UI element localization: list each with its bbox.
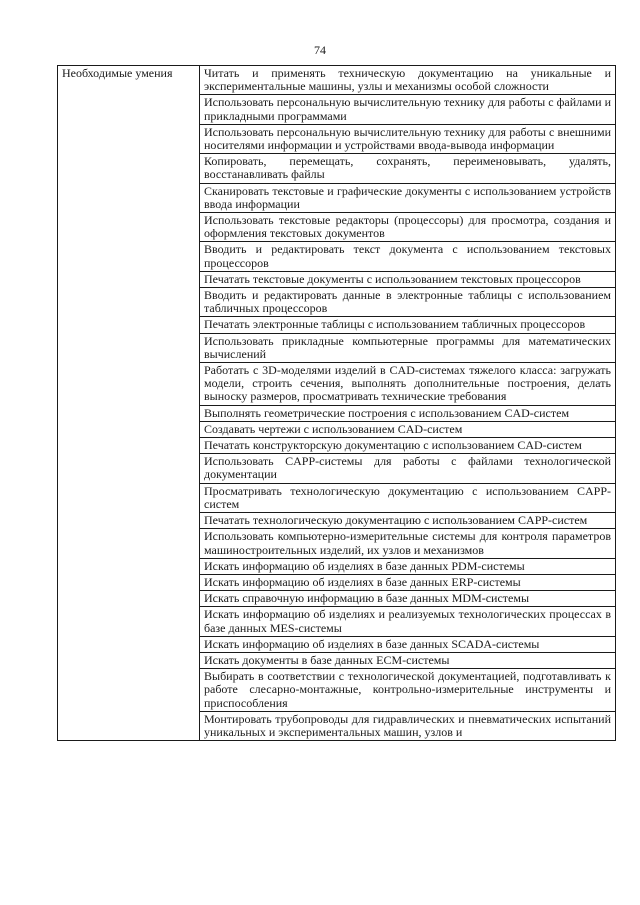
skill-item: Копировать, перемещать, сохранять, переименовывать, удалять, восстанавливать файлы xyxy=(200,154,616,183)
skill-item: Искать информацию об изделиях и реализуемых технологических процессах в базе данных MES-системы xyxy=(200,607,616,636)
skill-item: Читать и применять техническую документацию на уникальные и экспериментальные машины, узлы и механизмы особой сложности xyxy=(200,66,616,95)
skills-table xyxy=(57,65,616,741)
skill-item: Создавать чертежи с использованием CAD-систем xyxy=(200,421,616,437)
skill-item: Печатать электронные таблицы с использованием табличных процессоров xyxy=(200,317,616,333)
skill-item: Искать справочную информацию в базе данных MDM-системы xyxy=(200,591,616,607)
skill-item: Искать информацию об изделиях в базе данных ERP-системы xyxy=(200,574,616,590)
skill-item: Вводить и редактировать текст документа с использованием текстовых процессоров xyxy=(200,242,616,271)
skill-item: Просматривать технологическую документацию с использованием CAPP-систем xyxy=(200,483,616,512)
skill-item: Использовать CAPP-системы для работы с файлами технологической документации xyxy=(200,454,616,483)
skill-item: Использовать текстовые редакторы (процессоры) для просмотра, создания и оформления текстовых документов xyxy=(200,213,616,242)
skill-item: Вводить и редактировать данные в электронные таблицы с использованием табличных процессоров xyxy=(200,288,616,317)
skill-item: Работать с 3D-моделями изделий в CAD-системах тяжелого класса: загружать модели, строить сечения, выполнять дополнительные построения, делать выноску размеров, просматривать технические требования xyxy=(200,363,616,406)
table-row xyxy=(58,66,616,95)
skill-item: Печатать технологическую документацию с использованием CAPP-систем xyxy=(200,513,616,529)
skills-table-body xyxy=(58,66,616,741)
skill-item: Сканировать текстовые и графические документы с использованием устройств ввода информации xyxy=(200,183,616,212)
skill-item: Выполнять геометрические построения с использованием CAD-систем xyxy=(200,405,616,421)
skill-item: Использовать персональную вычислительную технику для работы с файлами и прикладными программами xyxy=(200,95,616,124)
skill-item: Искать информацию об изделиях в базе данных SCADA-системы xyxy=(200,636,616,652)
skill-item: Искать документы в базе данных ECM-системы xyxy=(200,652,616,668)
skill-item: Искать информацию об изделиях в базе данных PDM-системы xyxy=(200,558,616,574)
section-label: Необходимые умения xyxy=(58,66,200,741)
skill-item: Использовать персональную вычислительную технику для работы с внешними носителями информации и устройствами ввода-вывода информации xyxy=(200,124,616,153)
skill-item: Выбирать в соответствии с технологической документацией, подготавливать к работе слесарно-монтажные, контрольно-измерительные инструменты и приспособления xyxy=(200,669,616,712)
skill-item: Монтировать трубопроводы для гидравлических и пневматических испытаний уникальных и экспериментальных машин, узлов и xyxy=(200,711,616,740)
skill-item: Использовать компьютерно-измерительные системы для контроля параметров машиностроительных изделий, их узлов и механизмов xyxy=(200,529,616,558)
skill-item: Использовать прикладные компьютерные программы для математических вычислений xyxy=(200,333,616,362)
skill-item: Печатать текстовые документы с использованием текстовых процессоров xyxy=(200,271,616,287)
skill-item: Печатать конструкторскую документацию с использованием CAD-систем xyxy=(200,438,616,454)
page-number: 74 xyxy=(314,43,326,57)
